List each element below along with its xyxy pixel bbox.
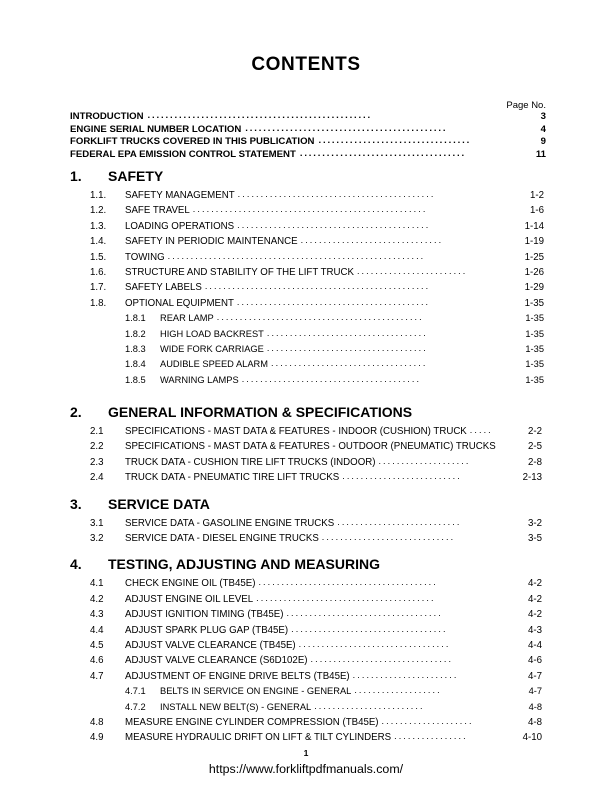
toc-entry-page: 4-4 bbox=[527, 639, 542, 651]
toc-entry-number: 4.6 bbox=[90, 655, 104, 667]
chapter-heading[interactable] bbox=[0, 168, 612, 190]
page-number-column-header: Page No. bbox=[506, 100, 546, 111]
toc-entry-page: 3-2 bbox=[527, 517, 542, 529]
toc-entry-level2[interactable] bbox=[0, 533, 612, 548]
toc-entry-level2[interactable] bbox=[0, 205, 612, 220]
chapter-list bbox=[0, 168, 612, 748]
toc-entry-page: 4-3 bbox=[527, 624, 542, 636]
toc-entry-level3[interactable] bbox=[0, 702, 612, 717]
toc-entry-page: 1-25 bbox=[524, 251, 544, 263]
dot-leader: ........................................... bbox=[237, 189, 436, 199]
toc-entry-level2[interactable] bbox=[0, 267, 612, 282]
dot-leader: ............................... bbox=[300, 235, 444, 246]
toc-entry-page: 1-35 bbox=[525, 374, 544, 385]
toc-entry-level2[interactable] bbox=[0, 518, 612, 533]
toc-entry-number: 1.3. bbox=[90, 220, 107, 232]
toc-entry-number: 1.6. bbox=[90, 266, 107, 278]
toc-entry-number: 2.4 bbox=[90, 472, 104, 484]
toc-entry-number: 4.4 bbox=[90, 624, 104, 636]
toc-entry-label: FORKLIFT TRUCKS COVERED IN THIS PUBLICATION bbox=[70, 136, 315, 148]
toc-entry-label: TRUCK DATA - PNEUMATIC TIRE LIFT TRUCKS bbox=[125, 472, 340, 484]
dot-leader: ....................... bbox=[352, 669, 459, 680]
toc-entry-page: 3 bbox=[540, 111, 546, 122]
chapter-title: GENERAL INFORMATION & SPECIFICATIONS bbox=[108, 404, 413, 421]
toc-entry-label: INTRODUCTION bbox=[70, 111, 144, 122]
toc-entry-page: 1-35 bbox=[525, 328, 544, 339]
toc-entry-label: MEASURE ENGINE CYLINDER COMPRESSION (TB45E) bbox=[125, 716, 379, 728]
toc-entry-page: 3-5 bbox=[527, 533, 542, 545]
toc-entry-page: 2-8 bbox=[527, 456, 542, 468]
toc-entry-page: 4-8 bbox=[527, 716, 542, 728]
toc-entry-label: SAFETY LABELS bbox=[125, 282, 202, 294]
toc-entry-level2[interactable] bbox=[0, 655, 612, 670]
toc-entry-label: SAFETY MANAGEMENT bbox=[125, 190, 235, 201]
toc-entry-page: 1-14 bbox=[524, 220, 544, 232]
dot-leader: .......................................... bbox=[236, 296, 431, 307]
toc-entry-label: INSTALL NEW BELT(S) - GENERAL bbox=[160, 701, 312, 712]
toc-entry-label: STRUCTURE AND STABILITY OF THE LIFT TRUCK bbox=[125, 266, 354, 278]
dot-leader: ................................... bbox=[266, 342, 428, 353]
toc-entry-page: 1-35 bbox=[525, 359, 544, 370]
toc-entry-label: ADJUST ENGINE OIL LEVEL bbox=[125, 593, 254, 605]
toc-entry-number: 1.2. bbox=[90, 205, 107, 217]
dot-leader: ................................. bbox=[298, 638, 451, 649]
toc-entry-level2[interactable] bbox=[0, 221, 612, 236]
chapter-spacer bbox=[0, 488, 612, 496]
toc-entry-label: ADJUST IGNITION TIMING (TB45E) bbox=[125, 609, 284, 621]
chapter-number: 1. bbox=[70, 168, 82, 184]
toc-entry-label: AUDIBLE SPEED ALARM bbox=[160, 359, 268, 370]
toc-entry-level2[interactable] bbox=[0, 252, 612, 267]
toc-entry-level2[interactable] bbox=[0, 236, 612, 251]
toc-entry-label: MEASURE HYDRAULIC DRIFT ON LIFT & TILT CYLINDERS bbox=[125, 732, 392, 744]
footer-page-number: 1 bbox=[303, 748, 309, 758]
toc-entry-page: 9 bbox=[540, 136, 546, 148]
toc-entry-page: 4 bbox=[540, 123, 546, 135]
dot-leader: .......................................... bbox=[237, 219, 431, 230]
toc-entry-label: SPECIFICATIONS - MAST DATA & FEATURES - OUTDOOR (PNEUMATIC) TRUCKS bbox=[125, 441, 496, 453]
toc-entry-label: FEDERAL EPA EMISSION CONTROL STATEMENT bbox=[70, 148, 296, 160]
toc-entry-level2[interactable] bbox=[0, 298, 612, 313]
toc-entry-number: 2.3 bbox=[90, 456, 104, 468]
chapter-heading[interactable] bbox=[0, 496, 612, 518]
chapter-title: SAFETY bbox=[108, 168, 164, 184]
toc-entry-number: 1.8. bbox=[90, 297, 107, 309]
toc-entry-level2[interactable] bbox=[0, 282, 612, 297]
toc-entry-label: CHECK ENGINE OIL (TB45E) bbox=[125, 578, 256, 590]
dot-leader: .................................................. bbox=[147, 110, 373, 121]
toc-entry-page: 4-2 bbox=[527, 609, 542, 621]
toc-entry-page: 2-2 bbox=[527, 426, 542, 438]
toc-entry-level3[interactable] bbox=[0, 375, 612, 390]
dot-leader: ............................. bbox=[321, 532, 456, 543]
toc-entry-label: TRUCK DATA - CUSHION TIRE LIFT TRUCKS (INDOOR) bbox=[125, 456, 376, 468]
dot-leader: ........................................................ bbox=[167, 250, 426, 261]
toc-entry-label: ADJUSTMENT OF ENGINE DRIVE BELTS (TB45E) bbox=[125, 670, 350, 682]
toc-entry-label: BELTS IN SERVICE ON ENGINE - GENERAL bbox=[160, 686, 352, 697]
dot-leader: ....................................... bbox=[258, 577, 438, 588]
toc-entry-page: 2-5 bbox=[527, 441, 542, 453]
toc-entry-page: 4-8 bbox=[528, 701, 542, 712]
dot-leader: ............................................. bbox=[216, 312, 424, 323]
toc-entry-number: 2.2 bbox=[90, 441, 104, 453]
toc-entry-number: 4.3 bbox=[90, 609, 104, 621]
toc-entry-page: 4-7 bbox=[527, 670, 542, 682]
chapter-spacer bbox=[0, 390, 612, 404]
toc-entry-page: 1-29 bbox=[524, 282, 544, 294]
toc-entry-number: 1.8.3 bbox=[125, 343, 146, 354]
toc-entry-page: 1-26 bbox=[524, 266, 544, 278]
toc-entry-label: WARNING LAMPS bbox=[160, 374, 239, 385]
toc-entry-page: 11 bbox=[535, 148, 546, 160]
toc-entry-number: 4.5 bbox=[90, 639, 104, 651]
toc-entry-number: 1.7. bbox=[90, 282, 107, 294]
footer-url: https://www.forkliftpdfmanuals.com/ bbox=[208, 762, 404, 776]
toc-entry-label: SPECIFICATIONS - MAST DATA & FEATURES - INDOOR (CUSHION) TRUCK bbox=[125, 426, 467, 438]
chapter-spacer bbox=[0, 548, 612, 556]
toc-entry-page: 1-6 bbox=[529, 205, 544, 217]
toc-entry-page: 1-35 bbox=[525, 343, 544, 354]
toc-entry-label: SAFE TRAVEL bbox=[125, 205, 190, 217]
toc-entry-level2[interactable] bbox=[0, 457, 612, 472]
toc-entry-level2[interactable] bbox=[0, 717, 612, 732]
toc-entry-number: 1.5. bbox=[90, 251, 107, 263]
dot-leader: ............................................. bbox=[245, 122, 448, 134]
chapter-number: 2. bbox=[70, 404, 82, 421]
dot-leader: ................... bbox=[354, 685, 442, 696]
dot-leader: .................................. bbox=[291, 623, 448, 634]
toc-entry-level2[interactable] bbox=[0, 190, 612, 205]
toc-entry-number: 1.8.2 bbox=[125, 328, 146, 339]
dot-leader: ....................................... bbox=[241, 373, 422, 384]
toc-entry-number: 1.8.5 bbox=[125, 374, 146, 385]
toc-entry-label: SERVICE DATA - DIESEL ENGINE TRUCKS bbox=[125, 533, 319, 545]
toc-entry-level3[interactable] bbox=[0, 329, 612, 344]
dot-leader: ................................................... bbox=[192, 204, 428, 215]
toc-entry-label: TOWING bbox=[125, 251, 165, 263]
toc-entry-number: 3.2 bbox=[90, 533, 104, 545]
toc-entry-number: 1.1. bbox=[90, 190, 107, 201]
toc-entry-front[interactable] bbox=[0, 149, 612, 162]
toc-entry-label: ADJUST SPARK PLUG GAP (TB45E) bbox=[125, 624, 289, 636]
page-title: CONTENTS bbox=[251, 54, 361, 75]
toc-entry-level2[interactable] bbox=[0, 625, 612, 640]
toc-entry-level3[interactable] bbox=[0, 344, 612, 359]
toc-entry-page: 4-2 bbox=[527, 578, 542, 590]
dot-leader: ..... bbox=[469, 425, 493, 436]
dot-leader: ..................................... bbox=[299, 147, 466, 159]
toc-entry-number: 1.8.4 bbox=[125, 359, 146, 370]
toc-entry-level3[interactable] bbox=[0, 313, 612, 328]
dot-leader: ................ bbox=[394, 731, 468, 742]
toc-entry-label: SAFETY IN PERIODIC MAINTENANCE bbox=[125, 236, 298, 248]
dot-leader: .................... bbox=[378, 455, 471, 466]
dot-leader: ........................ bbox=[314, 700, 425, 711]
toc-entry-level2[interactable] bbox=[0, 609, 612, 624]
toc-entry-level2[interactable] bbox=[0, 732, 612, 747]
toc-entry-label: WIDE FORK CARRIAGE bbox=[160, 343, 264, 354]
toc-entry-number: 4.7.2 bbox=[125, 701, 146, 712]
toc-entry-page: 4-6 bbox=[527, 655, 542, 667]
toc-entry-label: HIGH LOAD BACKREST bbox=[160, 328, 264, 339]
toc-entry-level2[interactable] bbox=[0, 594, 612, 609]
chapter-title: TESTING, ADJUSTING AND MEASURING bbox=[108, 556, 380, 573]
dot-leader: .................... bbox=[381, 715, 474, 726]
toc-entry-number: 1.8.1 bbox=[125, 313, 146, 324]
dot-leader: ........................... bbox=[337, 516, 462, 527]
toc-entry-page: 2-13 bbox=[522, 472, 542, 484]
dot-leader: ............................... bbox=[310, 654, 454, 665]
dot-leader: ....................................... bbox=[256, 592, 436, 603]
toc-entry-level2[interactable] bbox=[0, 441, 612, 456]
toc-entry-level2[interactable] bbox=[0, 640, 612, 655]
dot-leader: .................................. bbox=[271, 358, 428, 369]
toc-entry-number: 4.8 bbox=[90, 716, 104, 728]
dot-leader: .................................. bbox=[318, 135, 472, 147]
toc-entry-page: 4-2 bbox=[527, 593, 542, 605]
chapter-heading[interactable] bbox=[0, 556, 612, 578]
toc-entry-level2[interactable] bbox=[0, 578, 612, 593]
dot-leader: .................................. bbox=[286, 608, 443, 619]
toc-entry-number: 1.4. bbox=[90, 236, 107, 248]
dot-leader: ........................ bbox=[356, 265, 468, 276]
toc-entry-page: 4-10 bbox=[522, 732, 542, 744]
toc-entry-label: ADJUST VALVE CLEARANCE (S6D102E) bbox=[125, 655, 308, 667]
dot-leader: ................................................. bbox=[204, 281, 431, 292]
toc-entry-label: OPTIONAL EQUIPMENT bbox=[125, 297, 234, 309]
toc-entry-page: 4-7 bbox=[528, 686, 542, 697]
toc-entry-number: 4.7.1 bbox=[125, 686, 146, 697]
chapter-heading[interactable] bbox=[0, 404, 612, 426]
toc-entry-number: 3.1 bbox=[90, 517, 104, 529]
toc-entry-page: 1-2 bbox=[529, 190, 544, 201]
chapter-title: SERVICE DATA bbox=[108, 495, 210, 512]
dot-leader: ................................... bbox=[266, 327, 428, 338]
chapter-number: 3. bbox=[70, 495, 82, 512]
toc-entry-label: ENGINE SERIAL NUMBER LOCATION bbox=[70, 123, 242, 135]
toc-entry-number: 4.7 bbox=[90, 670, 104, 682]
toc-entry-level2[interactable] bbox=[0, 426, 612, 441]
toc-entry-page: 1-19 bbox=[524, 236, 544, 248]
toc-entry-number: 2.1 bbox=[90, 426, 104, 438]
dot-leader: .......................... bbox=[342, 471, 462, 482]
toc-entry-label: LOADING OPERATIONS bbox=[125, 220, 235, 232]
toc-entry-number: 4.2 bbox=[90, 593, 104, 605]
front-matter-list bbox=[0, 111, 612, 161]
toc-entry-number: 4.9 bbox=[90, 732, 104, 744]
toc-entry-level3[interactable] bbox=[0, 359, 612, 374]
toc-entry-label: REAR LAMP bbox=[160, 313, 214, 324]
chapter-number: 4. bbox=[70, 556, 82, 573]
toc-entry-level2[interactable] bbox=[0, 671, 612, 686]
toc-entry-page: 1-35 bbox=[524, 297, 544, 309]
toc-entry-label: SERVICE DATA - GASOLINE ENGINE TRUCKS bbox=[125, 517, 335, 529]
toc-entry-level3[interactable] bbox=[0, 686, 612, 701]
toc-entry-page: 1-35 bbox=[525, 313, 544, 324]
toc-entry-number: 4.1 bbox=[90, 578, 104, 590]
toc-entry-label: ADJUST VALVE CLEARANCE (TB45E) bbox=[125, 639, 296, 651]
toc-entry-level2[interactable] bbox=[0, 472, 612, 487]
